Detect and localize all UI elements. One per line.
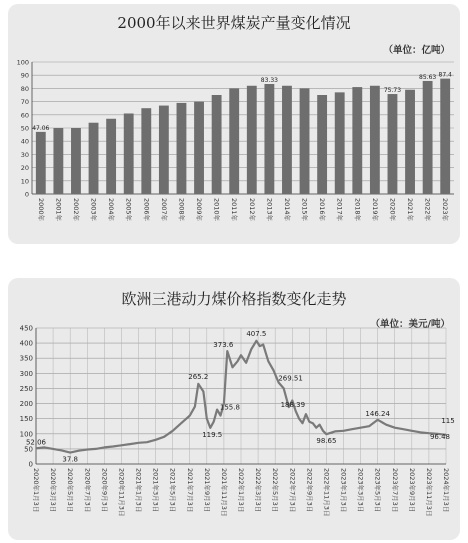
y-tick-label: 100 bbox=[16, 58, 29, 67]
x-tick-label: 2023年7月3日 bbox=[390, 468, 399, 513]
y-tick-label: 200 bbox=[19, 400, 33, 409]
y-tick-label: 400 bbox=[19, 339, 33, 348]
bar bbox=[352, 87, 362, 194]
y-tick-label: 450 bbox=[19, 324, 33, 333]
data-label: 83.33 bbox=[260, 77, 278, 85]
x-tick-label: 2023年 bbox=[441, 198, 450, 222]
data-label: 119.5 bbox=[202, 430, 223, 439]
x-tick-label: 2023年1月3日 bbox=[339, 468, 348, 513]
bar bbox=[194, 102, 204, 194]
bar bbox=[141, 108, 151, 194]
x-tick-label: 2023年11月3日 bbox=[424, 468, 433, 517]
x-tick-label: 2020年7月3日 bbox=[83, 468, 92, 513]
data-label: 265.2 bbox=[188, 372, 209, 381]
data-label: 85.63 bbox=[419, 73, 437, 81]
bar bbox=[159, 106, 169, 194]
x-tick-label: 2014年 bbox=[282, 198, 291, 222]
x-tick-label: 2021年 bbox=[406, 198, 415, 222]
bar bbox=[388, 94, 398, 194]
x-tick-label: 2009年 bbox=[195, 198, 204, 222]
x-tick-label: 2021年11月3日 bbox=[219, 468, 228, 517]
chart-title: 2000年以来世界煤炭产量变化情况 bbox=[117, 14, 351, 32]
x-tick-label: 2012年 bbox=[247, 198, 256, 222]
y-tick-label: 90 bbox=[20, 71, 29, 80]
x-tick-label: 2019年 bbox=[370, 198, 379, 222]
x-tick-label: 2021年7月3日 bbox=[185, 468, 194, 513]
bar bbox=[370, 86, 380, 194]
x-tick-label: 2007年 bbox=[159, 198, 168, 222]
data-label: 188.39 bbox=[280, 401, 306, 410]
bar bbox=[36, 132, 46, 194]
bar bbox=[71, 128, 81, 194]
data-label: 407.5 bbox=[246, 329, 267, 338]
coal-production-bar-chart bbox=[8, 4, 460, 244]
y-tick-label: 50 bbox=[20, 124, 29, 133]
data-label: 115 bbox=[441, 416, 455, 425]
x-tick-label: 2020年9月3日 bbox=[100, 468, 109, 513]
coal-price-line-chart bbox=[8, 278, 460, 540]
bar bbox=[300, 88, 310, 194]
x-tick-label: 2022年11月3日 bbox=[322, 468, 331, 517]
x-tick-label: 2005年 bbox=[124, 198, 133, 222]
x-tick-label: 2022年5月3日 bbox=[271, 468, 280, 513]
x-tick-label: 2006年 bbox=[142, 198, 151, 222]
data-label: 37.8 bbox=[62, 455, 78, 464]
x-tick-label: 2020年3月3日 bbox=[49, 468, 58, 513]
x-tick-label: 2021年3月3日 bbox=[151, 468, 160, 513]
x-tick-label: 2020年 bbox=[388, 198, 397, 222]
x-tick-label: 2020年5月3日 bbox=[66, 468, 75, 513]
data-label: 155.8 bbox=[219, 403, 240, 412]
data-label: 87.4 bbox=[438, 71, 452, 79]
data-label: 96.48 bbox=[429, 432, 451, 441]
data-label: 269.51 bbox=[278, 374, 303, 383]
data-label: 98.65 bbox=[316, 437, 337, 446]
unit-label: （单位：亿吨） bbox=[383, 45, 450, 56]
y-tick-label: 70 bbox=[20, 98, 29, 107]
bar bbox=[423, 81, 433, 194]
x-tick-label: 2023年5月3日 bbox=[373, 468, 382, 513]
bar bbox=[264, 84, 274, 194]
x-tick-label: 2021年5月3日 bbox=[168, 468, 177, 513]
x-tick-label: 2022年9月3日 bbox=[305, 468, 314, 513]
x-tick-label: 2020年11月3日 bbox=[117, 468, 126, 517]
x-tick-label: 2008年 bbox=[177, 198, 186, 222]
bar bbox=[212, 95, 222, 194]
x-tick-label: 2018年 bbox=[353, 198, 362, 222]
x-tick-label: 2000年 bbox=[36, 198, 45, 222]
y-tick-label: 100 bbox=[19, 430, 33, 439]
data-label: 75.73 bbox=[383, 87, 402, 95]
data-label: 373.6 bbox=[213, 341, 234, 350]
coal-price-index-chart-panel bbox=[8, 278, 460, 540]
x-tick-label: 2017年 bbox=[335, 198, 344, 222]
x-tick-label: 2023年9月3日 bbox=[407, 468, 416, 513]
y-tick-label: 50 bbox=[24, 445, 33, 454]
x-tick-label: 2022年3月3日 bbox=[254, 468, 263, 513]
y-tick-label: 150 bbox=[19, 415, 33, 424]
x-tick-label: 2004年 bbox=[107, 198, 116, 222]
data-label: 146.24 bbox=[365, 409, 390, 418]
x-tick-label: 2021年1月3日 bbox=[134, 468, 143, 513]
coal-production-chart-panel bbox=[8, 4, 460, 244]
x-tick-label: 2022年 bbox=[423, 198, 432, 222]
bar bbox=[177, 103, 187, 194]
y-tick-label: 0 bbox=[28, 460, 33, 469]
x-tick-label: 2022年1月3日 bbox=[237, 468, 245, 513]
bar bbox=[89, 123, 99, 194]
y-tick-label: 80 bbox=[20, 84, 29, 93]
x-tick-label: 2023年3月3日 bbox=[356, 468, 365, 513]
x-tick-label: 2002年 bbox=[71, 198, 80, 222]
x-tick-label: 2022年7月3日 bbox=[288, 468, 297, 513]
y-tick-label: 60 bbox=[20, 111, 29, 120]
y-tick-label: 300 bbox=[19, 369, 33, 378]
y-tick-label: 350 bbox=[19, 354, 33, 363]
x-tick-label: 2003年 bbox=[89, 198, 98, 222]
y-tick-label: 30 bbox=[20, 150, 29, 159]
y-tick-label: 40 bbox=[20, 137, 29, 146]
bar bbox=[405, 90, 415, 194]
x-tick-label: 2021年9月3日 bbox=[202, 468, 211, 513]
unit-label: （单位：美元/吨） bbox=[370, 319, 450, 330]
y-tick-label: 250 bbox=[19, 384, 33, 393]
bar bbox=[106, 119, 116, 194]
x-tick-label: 2020年1月3日 bbox=[32, 468, 40, 513]
data-label: 47.06 bbox=[32, 124, 50, 132]
bar bbox=[440, 79, 450, 194]
bar bbox=[282, 86, 292, 194]
x-tick-label: 2016年 bbox=[318, 198, 327, 222]
x-tick-label: 2024年1月3日 bbox=[442, 468, 450, 513]
x-tick-label: 2001年 bbox=[54, 198, 63, 222]
bar bbox=[229, 88, 239, 194]
y-tick-label: 0 bbox=[24, 190, 29, 199]
data-label: 52.06 bbox=[25, 438, 47, 447]
bar bbox=[317, 95, 327, 194]
x-tick-label: 2013年 bbox=[265, 198, 274, 222]
x-tick-label: 2015年 bbox=[300, 198, 309, 222]
y-tick-label: 10 bbox=[20, 177, 29, 186]
x-tick-label: 2011年 bbox=[230, 198, 239, 222]
bar bbox=[247, 86, 257, 194]
chart-title: 欧洲三港动力煤价格指数变化走势 bbox=[121, 290, 347, 308]
bar bbox=[335, 92, 345, 194]
y-tick-label: 20 bbox=[20, 164, 29, 173]
x-tick-label: 2010年 bbox=[212, 198, 221, 222]
bar bbox=[124, 113, 134, 194]
bar bbox=[53, 128, 63, 194]
